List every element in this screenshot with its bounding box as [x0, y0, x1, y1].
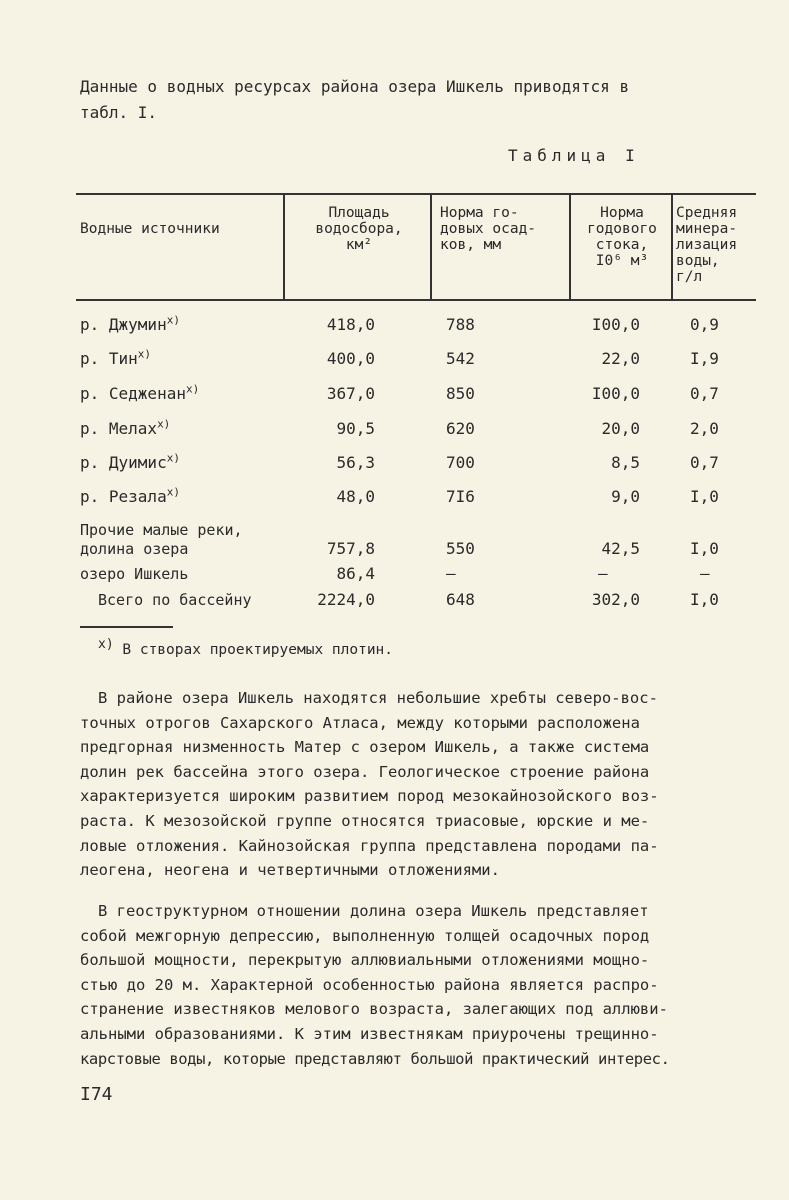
row-area: 86,4	[336, 564, 375, 583]
row-name: р. Мелах$^{x)}$	[80, 417, 171, 438]
column-divider-1	[283, 193, 285, 300]
paragraph-1-line: долин рек бассейна этого озера. Геологическое строение района	[80, 762, 650, 781]
row-precipitation: –	[446, 564, 456, 583]
row-precipitation: 700	[446, 453, 475, 472]
intro-text	[80, 74, 629, 126]
row-runoff: –	[598, 564, 608, 583]
column-divider-3	[569, 193, 571, 300]
paragraph-2-line: большой мощности, перекрытую аллювиальными отложениями мощно-	[80, 951, 650, 970]
row-mineralization: –	[700, 564, 710, 583]
footnote: $^{x)}$ В створах проектируемых плотин.	[98, 637, 394, 658]
row-name: р. Дуимис$^{x)}$	[80, 451, 180, 472]
row-name: р. Тин$^{x)}$	[80, 347, 152, 368]
row-name: р. Джумин$^{x)}$	[80, 313, 180, 334]
row-precipitation: 542	[446, 349, 475, 368]
row-name: озеро Ишкель	[80, 565, 189, 583]
row-runoff: I00,0	[591, 315, 640, 334]
intro-line-1: Данные о водных ресурсах района озера Ишкель приводятся в	[80, 77, 630, 96]
paragraph-1-line: раста. К мезозойской группе относятся триасовые, юрские и ме-	[80, 811, 650, 830]
header-mineralization: Средняя минера- лизация воды, г/л	[676, 205, 738, 285]
row-area: 56,3	[336, 453, 375, 472]
paragraph-2-line: карстовые воды, которые представляют большой практический интерес.	[80, 1049, 670, 1068]
row-runoff: 42,5	[601, 539, 640, 558]
row-mineralization: 2,0	[690, 419, 719, 438]
row-name-line-1: Прочие малые реки,	[80, 521, 243, 539]
column-divider-2	[430, 193, 432, 300]
row-name: Всего по бассейну	[98, 591, 252, 609]
table-caption: Таблица I	[508, 146, 640, 165]
header-sources: Водные источники	[80, 221, 220, 237]
paragraph-1-line: В районе озера Ишкель находятся небольшие хребты северо-вос-	[98, 689, 658, 707]
row-mineralization: I,0	[690, 487, 719, 506]
paragraph-2-line: альными образованиями. К этим известнякам приурочены трещинно-	[80, 1024, 659, 1043]
row-area: 367,0	[326, 384, 375, 403]
header-precipitation: Норма го- довых осад- ков, мм	[440, 205, 537, 253]
row-runoff: I00,0	[591, 384, 640, 403]
paragraph-1-line: предгорная низменность Матер с озером Ишкель, а также система	[80, 738, 650, 757]
row-precipitation: 788	[446, 315, 475, 334]
paragraph-2	[80, 899, 780, 1071]
row-area: 418,0	[326, 315, 375, 334]
paragraph-2-line: стью до 20 м. Характерной особенностью района является распро-	[80, 975, 659, 994]
row-mineralization: I,9	[690, 349, 719, 368]
row-name-line-2: долина озера	[80, 540, 189, 558]
paragraph-2-line: В геоструктурном отношении долина озера Ишкель представляет	[98, 902, 649, 920]
paragraph-2-line: странение известняков мелового возраста, залегающих под аллюви-	[80, 1000, 668, 1019]
paragraph-1-line: ловые отложения. Кайнозойская группа представлена породами па-	[80, 836, 659, 855]
header-catchment-area: Площадь водосбора, км²	[315, 205, 403, 253]
row-runoff: 302,0	[591, 590, 640, 609]
row-runoff: 8,5	[611, 453, 640, 472]
paragraph-1-line: характеризуется широким развитием пород мезокайнозойского воз-	[80, 787, 659, 806]
footnote-rule	[80, 626, 173, 628]
row-mineralization: I,0	[690, 539, 719, 558]
row-mineralization: 0,7	[690, 384, 719, 403]
row-runoff: 22,0	[601, 349, 640, 368]
row-mineralization: I,0	[690, 590, 719, 609]
row-area: 757,8	[326, 539, 375, 558]
row-mineralization: 0,9	[690, 315, 719, 334]
paragraph-1-line: леогена, неогена и четвертичными отложениями.	[80, 861, 500, 880]
row-runoff: 20,0	[601, 419, 640, 438]
row-runoff: 9,0	[611, 487, 640, 506]
row-area: 48,0	[336, 487, 375, 506]
paragraph-1-line: точных отрогов Сахарского Атласа, между которыми расположена	[80, 713, 640, 732]
page-number: I74	[80, 1084, 113, 1105]
row-precipitation: 648	[446, 590, 475, 609]
row-precipitation: 850	[446, 384, 475, 403]
row-precipitation: 550	[446, 539, 475, 558]
column-divider-4	[671, 193, 673, 300]
header-runoff: Норма годового стока, I0⁶ м³	[587, 205, 657, 269]
paragraph-1	[80, 686, 780, 883]
row-precipitation: 7I6	[446, 487, 475, 506]
row-area: 2224,0	[317, 590, 375, 609]
paragraph-2-line: собой межгорную депрессию, выполненную толщей осадочных пород	[80, 926, 650, 945]
table-top-rule	[76, 193, 756, 195]
table-header-bottom-rule	[76, 299, 756, 301]
intro-line-2: табл. I.	[80, 103, 158, 122]
row-name: р. Резала$^{x)}$	[80, 485, 180, 506]
row-precipitation: 620	[446, 419, 475, 438]
row-area: 400,0	[326, 349, 375, 368]
row-name: р. Седженан$^{x)}$	[80, 382, 200, 403]
row-area: 90,5	[336, 419, 375, 438]
row-mineralization: 0,7	[690, 453, 719, 472]
